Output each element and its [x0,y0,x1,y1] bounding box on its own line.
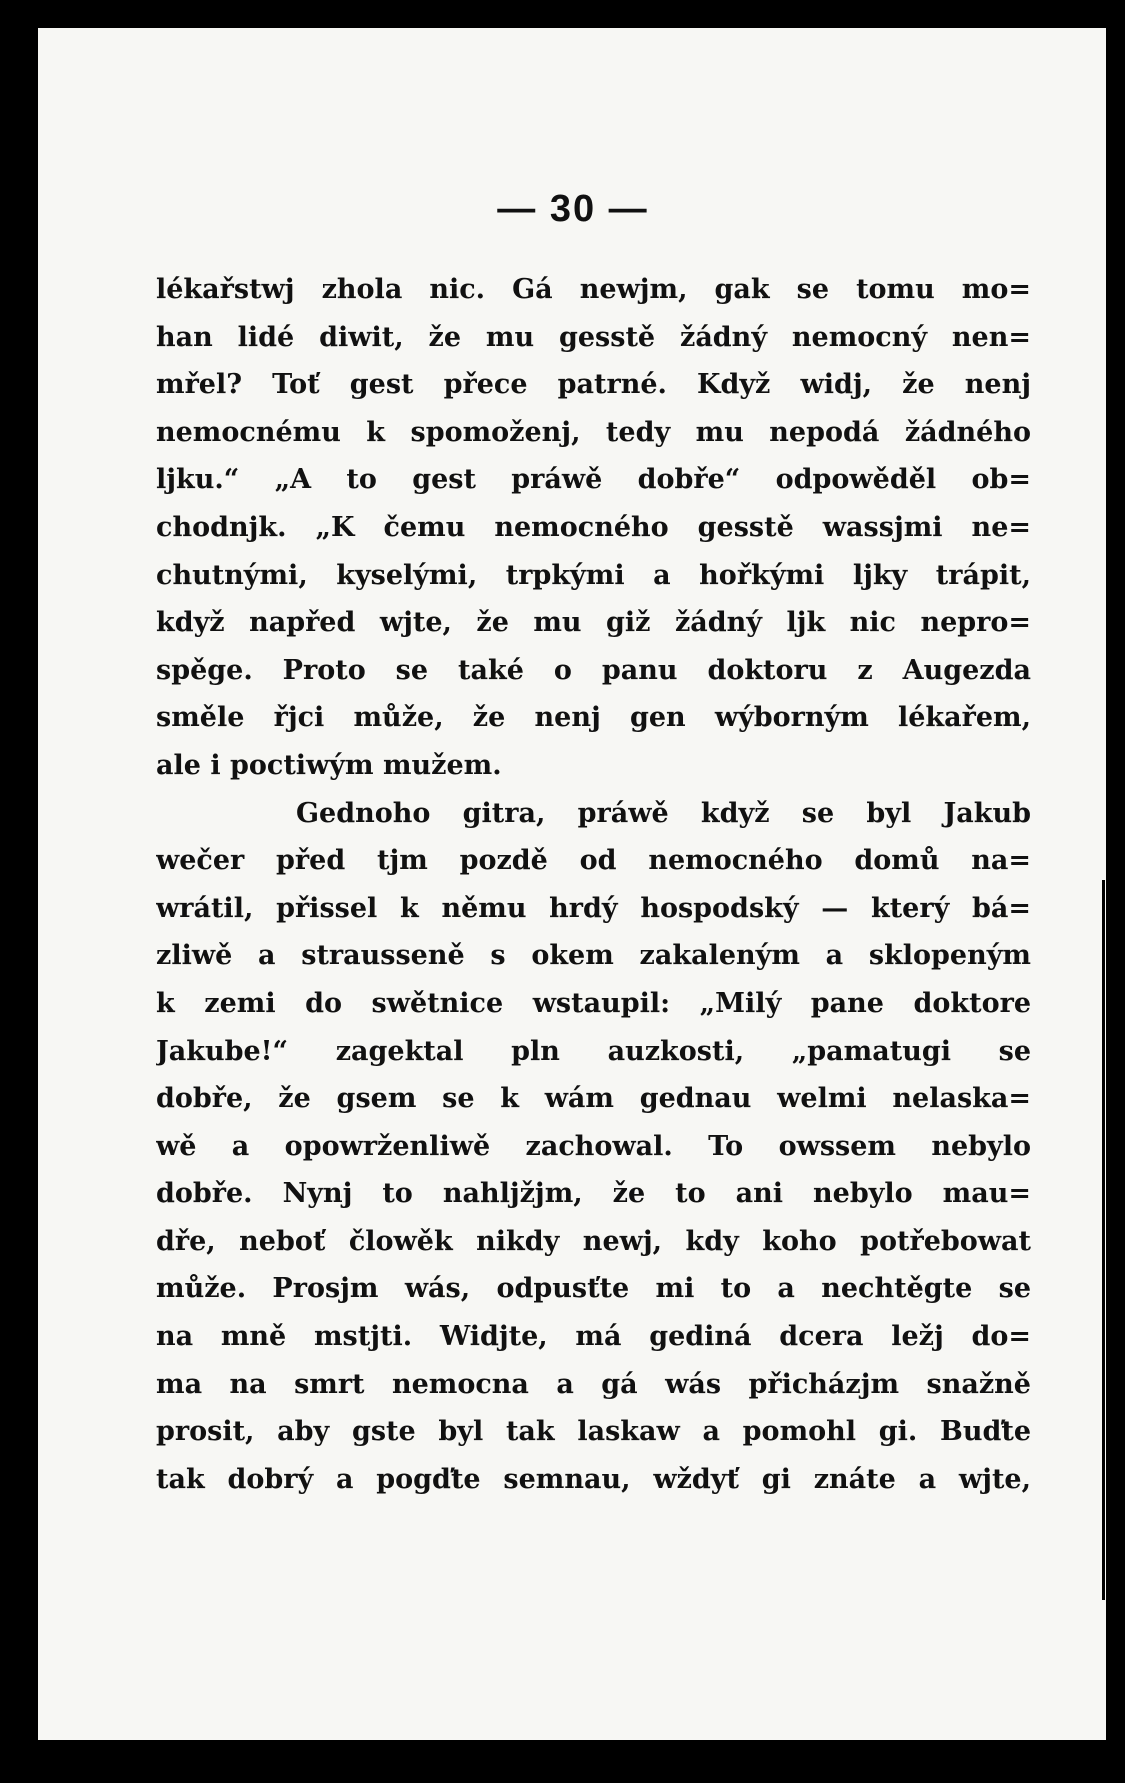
page-gutter-line [1102,880,1105,1600]
text-line: zliwě a strausseně s okem zakaleným a sklopeným [156,940,1031,972]
text-line: dobře. Nynj to nahljžjm, že to ani nebylo mau= [156,1178,1031,1210]
text-line: han lidé diwit, že mu gesstě žádný nemocný nen= [156,321,1031,353]
page-binding-edge [1106,0,1125,1783]
text-line: ma na smrt nemocna a gá wás přicházjm snažně [156,1368,1031,1400]
paragraph-1 [156,266,1031,790]
text-line: prosit, aby gste byl tak laskaw a pomohl gi. Buďte [156,1416,1031,1448]
text-line: chodnjk. „K čemu nemocného gesstě wassjmi ne= [156,511,1031,543]
text-line: k zemi do swětnice wstaupil: „Milý pane doktore [156,987,1031,1019]
text-line: Gednoho gitra, práwě když se byl Jakub [296,797,1031,829]
paragraph-2 [156,790,1031,1504]
text-line: spěge. Proto se také o panu doktoru z Augezda [156,654,1031,686]
text-line: dře, neboť člowěk nikdy newj, kdy koho potřebowat [156,1225,1031,1257]
text-line: dobře, že gsem se k wám gednau welmi nelaska= [156,1083,1031,1115]
text-line: wrátil, přissel k němu hrdý hospodský — který bá= [156,892,1031,924]
page-number: — 30 — [497,188,649,230]
text-line: když napřed wjte, že mu giž žádný ljk nic nepro= [156,607,1031,639]
text-line: lékařstwj zhola nic. Gá newjm, gak se tomu mo= [156,274,1031,305]
text-line: na mně mstjti. Widjte, má gediná dcera ležj do= [156,1321,1031,1353]
text-line: nemocnému k spomoženj, tedy mu nepodá žádného [156,416,1031,448]
text-line: wě a opowrženliwě zachowal. To owssem nebylo [156,1130,1031,1162]
text-line: tak dobrý a pogďte semnau, wždyť gi znáte a wjte, [156,1463,1031,1495]
text-line: Jakube!“ zagektal pln auzkosti, „pamatugi se [156,1035,1031,1067]
body-text [156,266,1031,1503]
text-line: chutnými, kyselými, trpkými a hořkými ljky trápit, [156,559,1031,591]
text-line: mřel? Toť gest přece patrné. Když widj, že nenj [156,369,1031,401]
text-line: ale i poctiwým mužem. [156,749,502,781]
book-page [38,28,1108,1740]
text-line: směle řjci může, že nenj gen wýborným lékařem, [156,702,1031,734]
text-line: ljku.“ „A to gest práwě dobře“ odpowěděl ob= [156,464,1031,496]
text-line: může. Prosjm wás, odpusťte mi to a nechtěgte se [156,1273,1031,1305]
text-line: wečer před tjm pozdě od nemocného domů na= [156,845,1031,877]
